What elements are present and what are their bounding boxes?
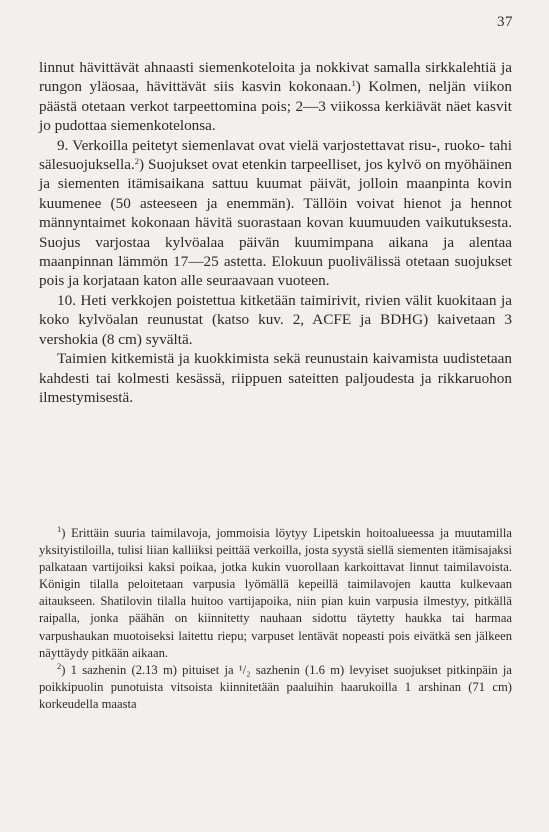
paragraph — [39, 349, 512, 407]
paragraph-text: linnut hävittävät ahnaasti siemenkoteloita ja nokkivat samalla sirkkalehtiä ja rungon yläosaa, hävittävät siis kasvin kokonaan. — [39, 59, 512, 96]
paragraph-text: Taimien kitkemistä ja kuokkimista sekä reunustain kaivamista uudistetaan kahdesti tai kolmesti kesässä, riippuen sateitten paljoudesta ja rikkaruohon ilmestymisestä. — [39, 350, 512, 406]
footnote-text: ) 1 sazhenin (2.13 m) pituiset ja ¹/₂ sazhenin (1.6 m) levyiset suojukset pitkinpäin ja poikkipuolin punotuista vitsoista kiinnitetään paaluihin haarukoilla 1 arshinan (71 cm) korkeudella maasta — [39, 662, 512, 711]
main-text — [39, 58, 512, 407]
page-number: 37 — [497, 14, 513, 30]
footnotes — [39, 525, 512, 713]
footnote-marker: 2 — [57, 660, 62, 671]
paragraph-text: ) Suojukset ovat etenkin tarpeelliset, jos kylvö on myöhäinen ja siementen itämisaikana sattuu kuumat päivät, jolloin maanpinta kovin kuumenee (50 asteeseen ja enemmän). Tällöin voivat hienot ja hennot männyntaimet kokonaan hävitä suorastaan kovan kuumuuden vaikutuksesta. Suojus varjostaa kylvöalaa päivän kuumimpana aikana ja alentaa maanpinnan lämmön 17—25 astetta. Elokuun puolivälissä otetaan suojukset pois ja korjataan katon alle seuraavaan vuoteen. — [39, 156, 512, 290]
footnote-text: ) Erittäin suuria taimilavoja, jommoisia löytyy Lipetskin hoitoalueessa ja muutamilla yksityistiloilla, tulisi liian kalliiksi peittää verkoilla, josta syystä siellä siementen itämisajaksi palkataan vartijoiksi kaksi poikaa, jotka kukin vuorollaan karkoittavat linnut taimilavoista. Königin tilalla peloitetaan varpusia lyömällä kepeillä taimilavojen kautta kulkevaan aitaukseen. Shatilovin tilalla huitoo vartijapoika, niin pian kuin varpusia ilmestyy, pitkällä raipalla, jonka päähän on kiinnitetty nauhaan sidottu täytetty haukka tai harmaa varpushaukan muotoiseksi laitettu riepu; varpuset lentävät nopeasti pois eivätkä sen jälkeen näyttäydy pitkään aikaan. — [39, 526, 512, 660]
footnote — [39, 662, 512, 713]
footnote — [39, 525, 512, 662]
footnote-ref: 1 — [351, 78, 356, 89]
paragraph-text: 10. Heti verkkojen poistettua kitketään taimirivit, rivien välit kuokitaan ja koko kylvöalan reunustat (katso kuv. 2, ACFE ja BDHG) kaivetaan 3 vershokia (8 cm) syvältä. — [39, 291, 512, 348]
paragraph — [39, 291, 512, 349]
paragraph-text: 9. Verkoilla peitetyt siemenlavat ovat vielä varjostettavat risu-, ruoko- tahi sälesuojuksella. — [39, 136, 512, 174]
paragraph — [39, 136, 512, 291]
paragraph — [39, 58, 512, 136]
footnote-ref: 2 — [134, 156, 139, 167]
paragraph-text: ) Kolmen, neljän viikon päästä otetaan verkot tarpeettomina pois; 2—3 viikossa kerkiävät näet kasvit jo pudottaa siemenkotelonsa. — [39, 78, 512, 135]
footnote-marker: 1 — [57, 524, 62, 534]
